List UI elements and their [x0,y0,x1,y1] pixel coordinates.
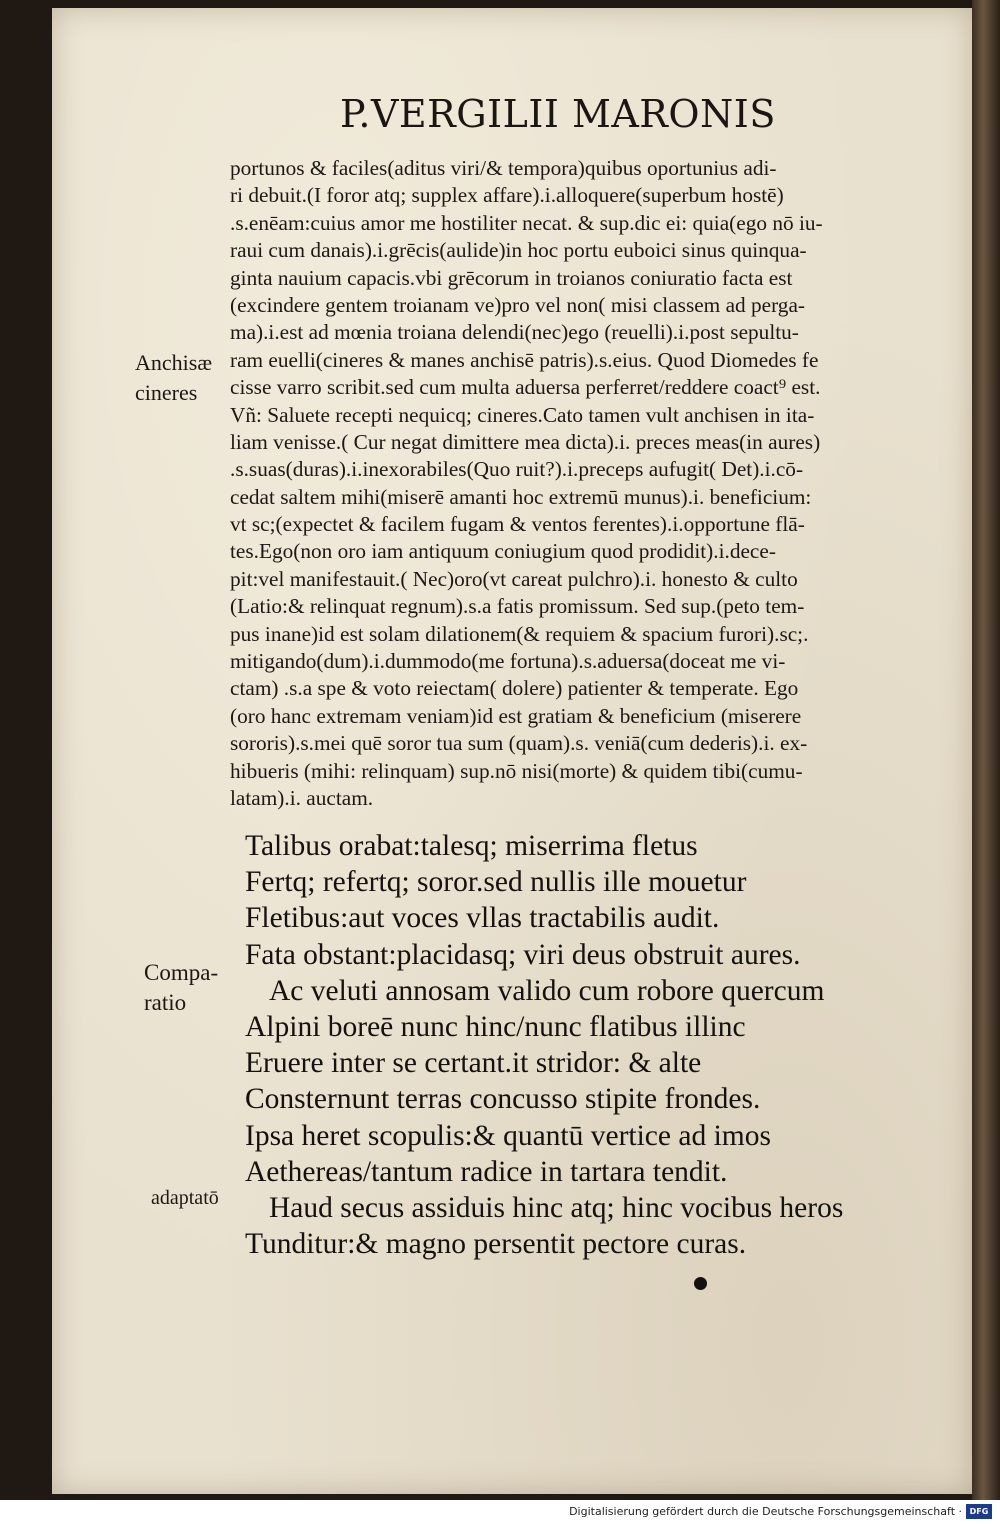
commentary-line: cedat saltem mihi(miserē amanti hoc extremū munus).i. beneficium: [230,484,812,509]
margin-note-anchises [135,348,212,408]
commentary-line: tes.Ego(non oro iam antiquum coniugium quod prodidit).i.dece- [230,539,776,564]
commentary-line: cisse varro scribit.sed cum multa aduersa perferret/reddere coact⁹ est. [230,375,821,400]
verse-line: Tunditur:& magno persentit pectore curas. [245,1228,747,1261]
commentary-line: sororis).s.mei quē soror tua sum (quam).s. veniā(cum dederis).i. ex- [230,731,808,756]
verse-line: Fata obstant:placidasq; viri deus obstruit aures. [245,938,801,971]
commentary-line: ram euelli(cineres & manes anchisē patris).s.eius. Quod Diomedes fe [230,347,819,372]
margin-note-line: ratio [144,990,187,1015]
commentary-line: ma).i.est ad mœnia troiana delendi(nec)ego (reuelli).i.post sepultu- [230,320,799,345]
funding-notice: Digitalisierung gefördert durch die Deutsche Forschungsgemeinschaft · [569,1505,962,1518]
commentary-line: pus inane)id est solam dilationem(& requiem & spacium furori).sc;. [230,621,809,646]
commentary-line: ctam) .s.a spe & voto reiectam( dolere) patienter & temperate. Ego [230,676,799,701]
verse-line: Talibus orabat:talesq; miserrima fletus [245,830,698,862]
commentary-line: portunos & faciles(aditus viri/& tempora)quibus oportunius adi- [230,156,777,180]
verse-line: Ac veluti annosam valido cum robore quercum [269,974,825,1007]
commentary-line: mitigando(dum).i.dummodo(me fortuna).s.aduersa(doceat me vi- [230,649,786,674]
commentary-line: (oro hanc extremam veniam)id est gratiam & beneficium (miserere [230,703,802,728]
margin-note-adaptatio: adaptatō [151,1187,219,1209]
commentary-line: .s.enēam:cuius amor me hostiliter necat. & sup.dic ei: quia(ego nō iu- [230,210,823,235]
commentary-line: Vñ: Saluete recepti nequicq; cineres.Cato tamen vult anchisen in ita- [230,402,815,427]
verse-line: Consternunt terras concusso stipite frondes. [245,1083,761,1116]
verse-line: Fertq; refertq; soror.sed nullis ille mouetur [245,866,747,899]
running-head: P.VERGILII MARONIS [340,92,776,136]
commentary-line: hibueris (mihi: relinquam) sup.nō nisi(morte) & quidem tibi(cumu- [230,758,803,783]
commentary-line: raui cum danais).i.grēcis(aulide)in hoc portu euboici sinus quinqua- [230,238,807,263]
commentary-line: latam).i. auctam. [230,785,374,810]
page-edge [972,0,1000,1500]
ornament-dot [694,1277,707,1290]
commentary-line: .s.suas(duras).i.inexorabiles(Quo ruit?).i.preceps aufugit( Det).i.cō- [230,457,804,482]
dfg-logo: DFG [966,1504,992,1519]
commentary-line: (Latio:& relinquat regnum).s.a fatis promissum. Sed sup.(peto tem- [230,594,805,619]
verse-line: Alpini boreē nunc hinc/nunc flatibus illinc [245,1010,746,1043]
commentary-line: liam venisse.( Cur negat dimittere mea dicta).i. preces meas(in aures) [230,429,821,454]
commentary-block [230,155,935,812]
margin-note-line: Anchisæ [135,350,212,375]
verse-line: Haud secus assiduis hinc atq; hinc vocibus heros [269,1191,844,1224]
commentary-line: ri debuit.(I foror atq; supplex affare).i.alloquere(superbum hostē) [230,183,784,208]
verse-block [245,828,945,1262]
margin-note-comparatio [144,958,218,1018]
commentary-line: ginta nauium capacis.vbi grēcorum in troianos coniuratio facta est [230,265,793,290]
footer-bar [0,1500,1000,1524]
commentary-line: pit:vel manifestauit.( Nec)oro(vt careat pulchro).i. honesto & culto [230,566,798,591]
verse-line: Fletibus:aut voces vllas tractabilis audit. [245,902,720,935]
verse-line: Ipsa heret scopulis:& quantū vertice ad imos [245,1119,771,1152]
margin-note-line: cineres [135,380,198,405]
verse-line: Aethereas/tantum radice in tartara tendit. [245,1155,728,1188]
verse-line: Eruere inter se certant.it stridor: & alte [245,1047,702,1080]
margin-note-line: Compa- [144,960,219,985]
commentary-line: (excindere gentem troianam ve)pro vel non( misi classem ad perga- [230,292,805,317]
commentary-line: vt sc;(expectet & facilem fugam & ventos ferentes).i.opportune flā- [230,512,805,537]
